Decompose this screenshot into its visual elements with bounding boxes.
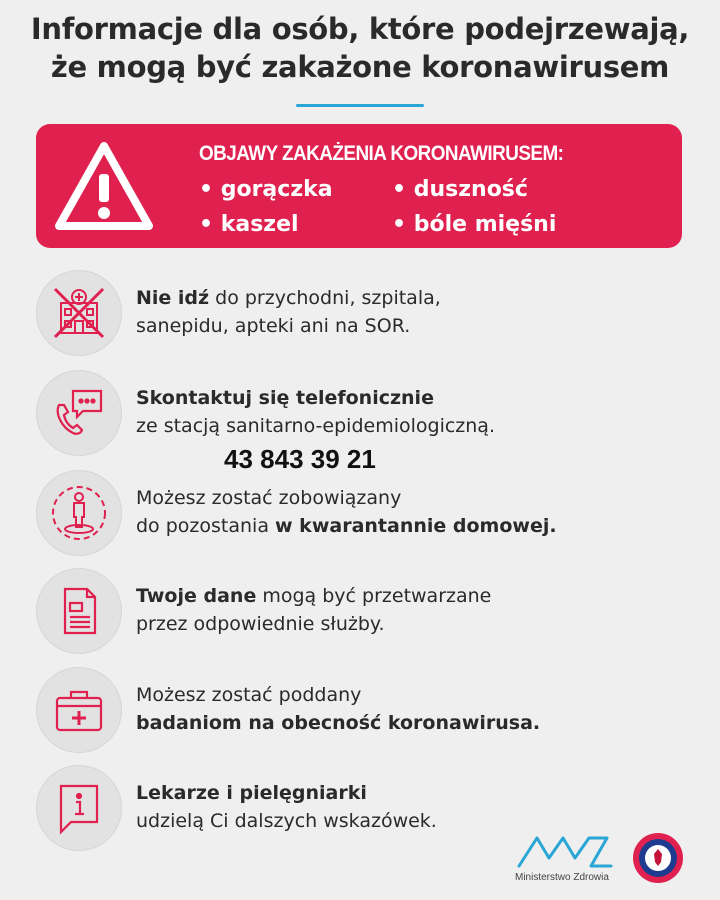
step-text-line2: ze stacją sanitarno-epidemiologiczną. bbox=[136, 415, 495, 437]
ministry-label: Ministerstwo Zdrowia bbox=[515, 872, 609, 883]
title-divider bbox=[296, 104, 424, 107]
symptoms-heading: OBJAWY ZAKAŻENIA KORONAWIRUSEM: bbox=[199, 142, 564, 165]
step-text bbox=[136, 582, 491, 638]
step-icon-circle bbox=[36, 765, 122, 851]
symptom-muscle-pain: • bóle mięśni bbox=[392, 212, 557, 237]
title-line-1: Informacje dla osób, które podejrzewają, bbox=[30, 12, 690, 46]
step-text bbox=[136, 681, 540, 737]
symptoms-banner bbox=[36, 124, 682, 248]
step-bold: Lekarze i pielęgniarki bbox=[136, 782, 367, 804]
step-data bbox=[36, 568, 696, 654]
title-line-2: że mogą być zakażone koronawirusem bbox=[50, 50, 670, 84]
step-bold: w kwarantannie domowej. bbox=[275, 515, 557, 537]
step-icon-circle bbox=[36, 568, 122, 654]
step-text-pre: do pozostania bbox=[136, 515, 276, 537]
step-quarantine bbox=[36, 470, 696, 556]
step-icon-circle bbox=[36, 370, 122, 456]
phone-number[interactable]: 43 843 39 21 bbox=[224, 444, 376, 474]
step-text-rest: mogą być przetwarzane bbox=[256, 585, 492, 607]
step-text bbox=[136, 384, 495, 440]
symptom-cough: • kaszel bbox=[199, 212, 299, 237]
warning-triangle-icon bbox=[54, 140, 154, 232]
step-text-line1: Możesz zostać zobowiązany bbox=[136, 487, 402, 509]
step-text bbox=[136, 284, 441, 340]
step-text-line2: sanepidu, apteki ani na SOR. bbox=[136, 315, 411, 337]
phone-chat-icon bbox=[49, 383, 109, 443]
step-no-visit bbox=[36, 270, 696, 356]
step-text-line1: Możesz zostać poddany bbox=[136, 684, 362, 706]
step-icon-circle bbox=[36, 667, 122, 753]
page-title bbox=[0, 10, 720, 86]
step-bold: badaniom na obecność koronawirusa. bbox=[136, 712, 541, 734]
mz-logo bbox=[515, 832, 615, 872]
document-icon bbox=[49, 581, 109, 641]
step-icon-circle bbox=[36, 470, 122, 556]
symptom-fever: • gorączka bbox=[199, 177, 333, 202]
medical-kit-icon bbox=[49, 680, 109, 740]
gis-seal-logo bbox=[632, 832, 684, 884]
step-text-line2: udzielą Ci dalszych wskazówek. bbox=[136, 810, 437, 832]
info-bubble-icon bbox=[49, 778, 109, 838]
step-text bbox=[136, 779, 437, 835]
step-bold: Nie idź bbox=[136, 287, 210, 309]
step-testing bbox=[36, 667, 696, 753]
quarantine-person-icon bbox=[49, 483, 109, 543]
step-bold: Skontaktuj się telefonicznie bbox=[136, 387, 434, 409]
step-icon-circle bbox=[36, 270, 122, 356]
no-hospital-icon bbox=[49, 283, 109, 343]
step-text bbox=[136, 484, 557, 540]
symptom-dyspnea: • duszność bbox=[392, 177, 528, 202]
step-bold: Twoje dane bbox=[136, 585, 257, 607]
step-text-rest: do przychodni, szpitala, bbox=[209, 287, 441, 309]
step-text-line2: przez odpowiednie służby. bbox=[136, 613, 385, 635]
